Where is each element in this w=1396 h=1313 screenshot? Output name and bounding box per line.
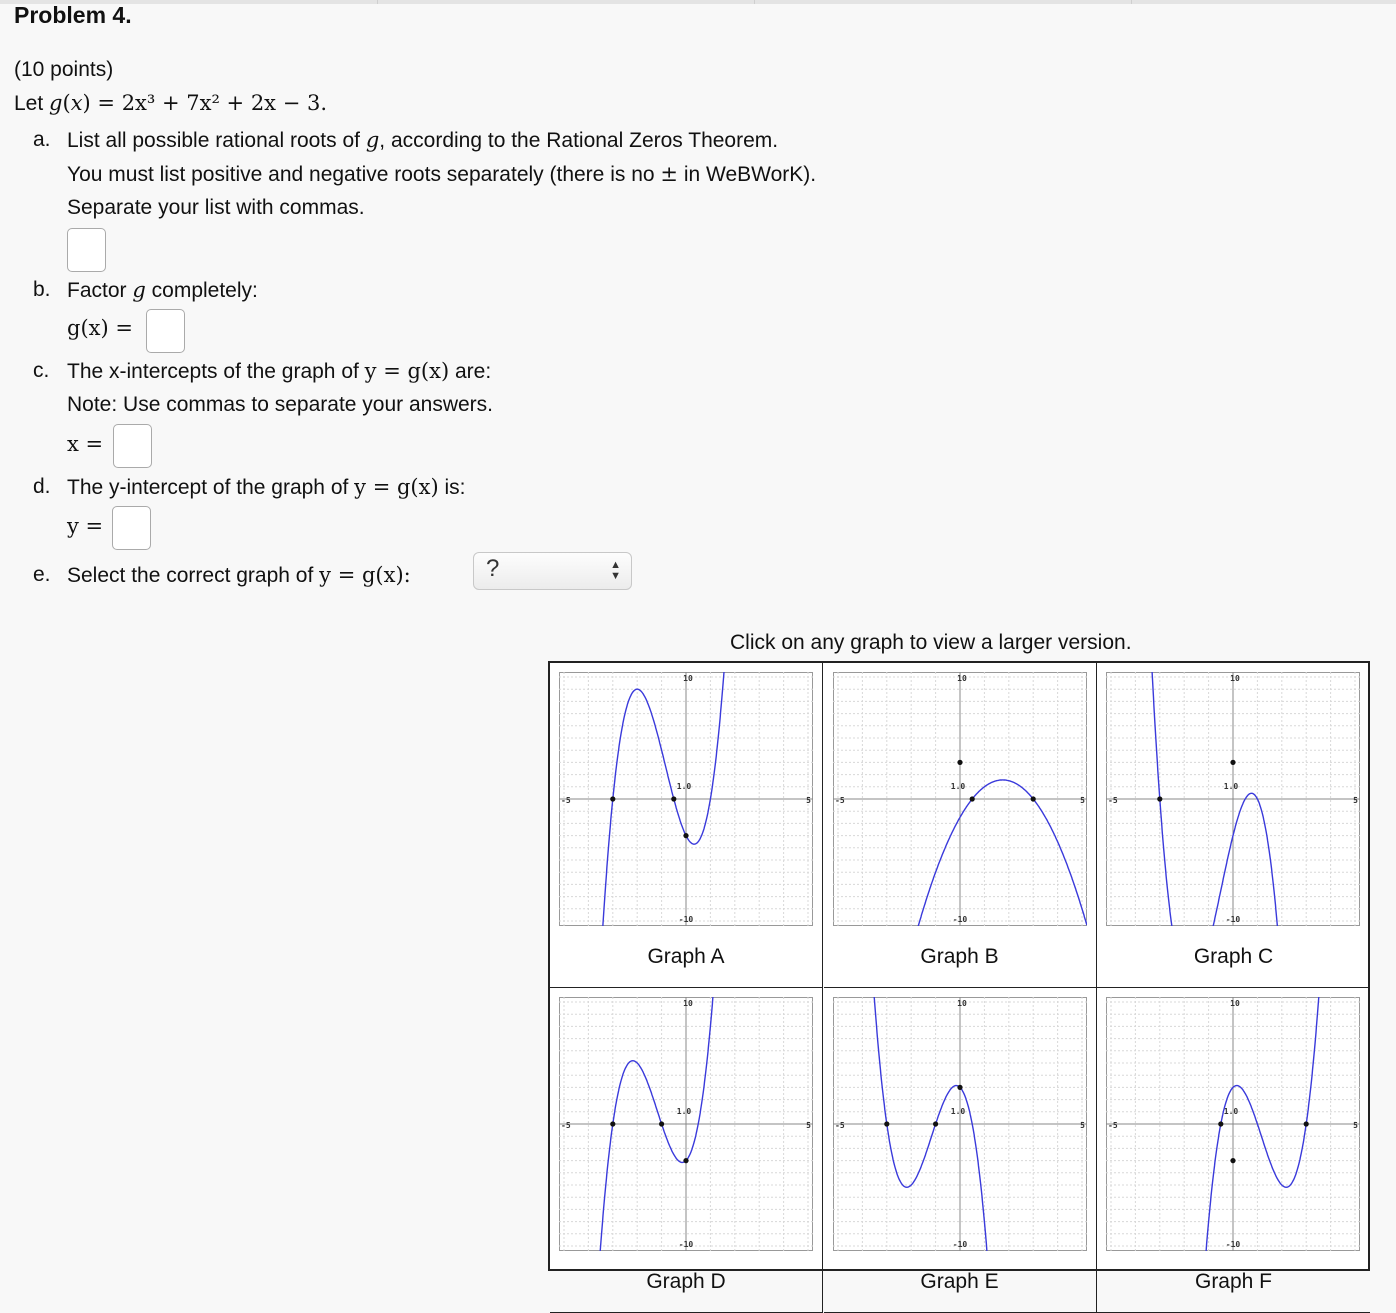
graph-select-value: ?: [486, 555, 500, 582]
part-b-text: Factor g completely:: [67, 278, 258, 302]
graph-label: Graph F: [1194, 1270, 1273, 1293]
intercept-point: [933, 1121, 938, 1126]
tick-label-xmax: 5: [1353, 1121, 1358, 1130]
tick-label-xmin: -5: [561, 796, 571, 805]
graph-thumbnail-b[interactable]: [833, 672, 1087, 926]
intercept-point: [659, 1121, 664, 1126]
graph-label: Graph E: [920, 1270, 999, 1293]
top-border: [0, 0, 1396, 4]
intercept-point: [1230, 1158, 1235, 1163]
tick-label-xmax: 5: [1079, 796, 1085, 805]
tick-label-ymax: 10: [1230, 674, 1240, 683]
intercept-point: [683, 833, 688, 838]
part-e-text: Select the correct graph of y = g(x):: [67, 563, 411, 587]
y-intercept-lhs: y =: [67, 514, 104, 538]
intercept-point: [1030, 796, 1035, 801]
graph-cell-e[interactable]: [824, 988, 1097, 1313]
graph-cell-d[interactable]: [550, 988, 823, 1313]
select-arrows-icon: ▲ ▼: [610, 559, 621, 582]
part-e-letter: e.: [33, 563, 51, 586]
tick-label-ymin: -10: [1225, 915, 1241, 924]
intercept-point: [884, 1121, 889, 1126]
function-rhs: 2x³ + 7x² + 2x − 3.: [121, 91, 328, 115]
tick-label-unit: 1.0: [676, 1107, 692, 1116]
intercept-point: [1304, 1121, 1309, 1126]
tick-label-xmin: -5: [834, 1121, 845, 1130]
tick-label-xmin: -5: [1108, 796, 1118, 805]
tick-label-unit: 1.0: [950, 782, 965, 791]
tick-label-ymin: -10: [678, 1240, 694, 1249]
part-c-note: Note: Use commas to separate your answers.: [67, 393, 494, 416]
tick-label-xmax: 5: [806, 1121, 811, 1130]
points-label: (10 points): [14, 58, 114, 81]
y-intercept-answer-input[interactable]: [112, 506, 151, 550]
tick-label-xmax: 5: [1353, 796, 1358, 805]
tick-label-xmin: -5: [1108, 1121, 1118, 1130]
part-a-line1: List all possible rational roots of g, according to the Rational Zeros Theorem.: [67, 128, 779, 152]
tick-label-ymax: 10: [683, 674, 693, 683]
part-b-letter: b.: [33, 278, 51, 301]
tick-label-ymin: -10: [952, 1240, 967, 1249]
intercept-point: [1230, 760, 1235, 765]
rational-roots-answer-input[interactable]: [67, 228, 106, 272]
graph-caption: Click on any graph to view a larger version.: [730, 631, 1132, 654]
intercept-point: [969, 796, 974, 801]
tick-label-xmin: -5: [561, 1121, 571, 1130]
intercept-point: [610, 796, 615, 801]
tick-label-ymin: -10: [678, 915, 694, 924]
tick-label-xmin: -5: [834, 796, 845, 805]
graph-label: Graph D: [646, 1270, 726, 1293]
tick-label-ymax: 10: [956, 674, 967, 683]
tick-label-ymax: 10: [1230, 999, 1240, 1008]
graph-label: Graph C: [1193, 945, 1274, 968]
tick-label-ymax: 10: [956, 999, 967, 1008]
tick-label-xmax: 5: [806, 796, 811, 805]
graph-select-dropdown[interactable]: [473, 552, 632, 590]
graph-thumbnail-f[interactable]: [1106, 997, 1360, 1251]
graph-cell-a[interactable]: [550, 663, 823, 988]
part-a-line2: You must list positive and negative roots separately (there is no ± in WeBWorK).: [67, 162, 817, 186]
part-d-letter: d.: [33, 475, 51, 498]
graph-thumbnail-d[interactable]: [559, 997, 813, 1251]
x-intercepts-lhs: x =: [67, 432, 104, 456]
tick-label-unit: 1.0: [1223, 782, 1239, 791]
factor-answer-input[interactable]: [146, 309, 185, 353]
graph-thumbnail-a[interactable]: [559, 672, 813, 926]
graph-cell-f[interactable]: [1097, 988, 1370, 1313]
part-c-letter: c.: [33, 359, 50, 382]
part-a-letter: a.: [33, 128, 51, 151]
tick-label-ymin: -10: [952, 915, 967, 924]
part-d-text: The y-intercept of the graph of y = g(x) is:: [67, 475, 466, 499]
function-definition: Let g(x) = 2x³ + 7x² + 2x − 3.: [14, 91, 328, 115]
graph-cell-c[interactable]: [1097, 663, 1370, 988]
graph-table: [548, 661, 1370, 1293]
problem-title: Problem 4.: [14, 2, 132, 28]
tick-label-ymin: -10: [1225, 1240, 1241, 1249]
tick-label-unit: 1.0: [950, 1107, 965, 1116]
intercept-point: [957, 1085, 962, 1090]
graph-label: Graph A: [647, 945, 725, 968]
tick-label-unit: 1.0: [676, 782, 692, 791]
intercept-point: [610, 1121, 615, 1126]
intercept-point: [683, 1158, 688, 1163]
part-a-line3: Separate your list with commas.: [67, 196, 365, 219]
part-c-text: The x-intercepts of the graph of y = g(x) are:: [67, 359, 492, 383]
intercept-point: [1218, 1121, 1223, 1126]
tick-label-unit: 1.0: [1223, 1107, 1239, 1116]
graph-thumbnail-c[interactable]: [1106, 672, 1360, 926]
graph-thumbnail-e[interactable]: [833, 997, 1087, 1251]
graph-cell-b[interactable]: [824, 663, 1097, 988]
factor-lhs: g(x) =: [67, 316, 133, 340]
intercept-point: [957, 760, 962, 765]
intercept-point: [1157, 796, 1162, 801]
graph-label: Graph B: [920, 945, 999, 968]
tick-label-xmax: 5: [1079, 1121, 1085, 1130]
intercept-point: [671, 796, 676, 801]
x-intercepts-answer-input[interactable]: [113, 424, 152, 468]
tick-label-ymax: 10: [683, 999, 693, 1008]
